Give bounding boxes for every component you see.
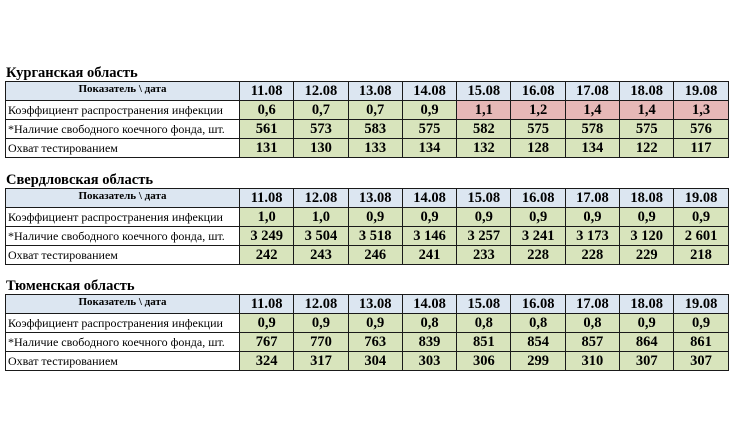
row-label: Охват тестированием bbox=[6, 139, 240, 158]
value-cell: 233 bbox=[457, 246, 511, 265]
value-cell: 3 504 bbox=[294, 227, 348, 246]
value-cell: 132 bbox=[457, 139, 511, 158]
date-header: 13.08 bbox=[348, 189, 402, 208]
date-header: 15.08 bbox=[457, 189, 511, 208]
table-row bbox=[6, 333, 729, 352]
value-cell: 864 bbox=[620, 333, 674, 352]
header-label: Показатель \ дата bbox=[6, 189, 240, 208]
table-row bbox=[6, 352, 729, 371]
row-label: Коэффициент распространения инфекции bbox=[6, 314, 240, 333]
value-cell: 134 bbox=[402, 139, 456, 158]
date-header: 13.08 bbox=[348, 82, 402, 101]
table-row bbox=[6, 314, 729, 333]
date-header: 17.08 bbox=[565, 82, 619, 101]
date-header: 15.08 bbox=[457, 82, 511, 101]
value-cell: 1,0 bbox=[294, 208, 348, 227]
value-cell: 0,7 bbox=[294, 101, 348, 120]
value-cell: 0,8 bbox=[457, 314, 511, 333]
date-header: 14.08 bbox=[402, 189, 456, 208]
header-row bbox=[6, 295, 729, 314]
region-title: Тюменская область bbox=[6, 278, 135, 294]
value-cell: 578 bbox=[565, 120, 619, 139]
row-label: Коэффициент распространения инфекции bbox=[6, 208, 240, 227]
date-header: 13.08 bbox=[348, 295, 402, 314]
value-cell: 307 bbox=[674, 352, 728, 371]
value-cell: 241 bbox=[402, 246, 456, 265]
date-header: 18.08 bbox=[620, 82, 674, 101]
value-cell: 117 bbox=[674, 139, 728, 158]
header-row bbox=[6, 189, 729, 208]
date-header: 16.08 bbox=[511, 295, 565, 314]
value-cell: 0,9 bbox=[674, 208, 728, 227]
header-label: Показатель \ дата bbox=[6, 82, 240, 101]
value-cell: 228 bbox=[565, 246, 619, 265]
row-label: Охват тестированием bbox=[6, 352, 240, 371]
row-label: Охват тестированием bbox=[6, 246, 240, 265]
date-header: 19.08 bbox=[674, 295, 728, 314]
date-header: 19.08 bbox=[674, 189, 728, 208]
header-row bbox=[6, 82, 729, 101]
value-cell: 306 bbox=[457, 352, 511, 371]
value-cell: 0,9 bbox=[402, 208, 456, 227]
value-cell: 857 bbox=[565, 333, 619, 352]
date-header: 18.08 bbox=[620, 189, 674, 208]
value-cell: 299 bbox=[511, 352, 565, 371]
value-cell: 134 bbox=[565, 139, 619, 158]
table-row bbox=[6, 246, 729, 265]
date-header: 11.08 bbox=[240, 295, 294, 314]
date-header: 17.08 bbox=[565, 189, 619, 208]
date-header: 17.08 bbox=[565, 295, 619, 314]
value-cell: 3 257 bbox=[457, 227, 511, 246]
value-cell: 1,0 bbox=[240, 208, 294, 227]
value-cell: 575 bbox=[511, 120, 565, 139]
region-table bbox=[5, 188, 729, 265]
value-cell: 243 bbox=[294, 246, 348, 265]
value-cell: 0,8 bbox=[565, 314, 619, 333]
table-row bbox=[6, 227, 729, 246]
value-cell: 1,4 bbox=[620, 101, 674, 120]
value-cell: 0,9 bbox=[457, 208, 511, 227]
date-header: 18.08 bbox=[620, 295, 674, 314]
value-cell: 854 bbox=[511, 333, 565, 352]
value-cell: 0,9 bbox=[674, 314, 728, 333]
date-header: 12.08 bbox=[294, 82, 348, 101]
value-cell: 0,9 bbox=[402, 101, 456, 120]
row-label: *Наличие свободного коечного фонда, шт. bbox=[6, 227, 240, 246]
date-header: 12.08 bbox=[294, 189, 348, 208]
date-header: 19.08 bbox=[674, 82, 728, 101]
table-row bbox=[6, 139, 729, 158]
value-cell: 763 bbox=[348, 333, 402, 352]
row-label: *Наличие свободного коечного фонда, шт. bbox=[6, 333, 240, 352]
value-cell: 3 173 bbox=[565, 227, 619, 246]
value-cell: 1,4 bbox=[565, 101, 619, 120]
value-cell: 3 241 bbox=[511, 227, 565, 246]
value-cell: 0,9 bbox=[240, 314, 294, 333]
value-cell: 324 bbox=[240, 352, 294, 371]
table-row bbox=[6, 208, 729, 227]
value-cell: 573 bbox=[294, 120, 348, 139]
value-cell: 583 bbox=[348, 120, 402, 139]
region-table bbox=[5, 294, 729, 371]
date-header: 15.08 bbox=[457, 295, 511, 314]
value-cell: 1,2 bbox=[511, 101, 565, 120]
region-section-kurgan bbox=[5, 66, 728, 158]
value-cell: 851 bbox=[457, 333, 511, 352]
value-cell: 131 bbox=[240, 139, 294, 158]
value-cell: 0,9 bbox=[511, 208, 565, 227]
table-row bbox=[6, 101, 729, 120]
value-cell: 229 bbox=[620, 246, 674, 265]
region-section-sverdlovsk bbox=[5, 173, 728, 265]
date-header: 16.08 bbox=[511, 82, 565, 101]
value-cell: 1,1 bbox=[457, 101, 511, 120]
value-cell: 561 bbox=[240, 120, 294, 139]
value-cell: 582 bbox=[457, 120, 511, 139]
value-cell: 861 bbox=[674, 333, 728, 352]
value-cell: 3 146 bbox=[402, 227, 456, 246]
date-header: 14.08 bbox=[402, 82, 456, 101]
value-cell: 122 bbox=[620, 139, 674, 158]
value-cell: 839 bbox=[402, 333, 456, 352]
value-cell: 575 bbox=[620, 120, 674, 139]
value-cell: 246 bbox=[348, 246, 402, 265]
value-cell: 218 bbox=[674, 246, 728, 265]
region-title: Свердловская область bbox=[6, 172, 154, 188]
value-cell: 0,9 bbox=[620, 314, 674, 333]
row-label: *Наличие свободного коечного фонда, шт. bbox=[6, 120, 240, 139]
date-header: 12.08 bbox=[294, 295, 348, 314]
value-cell: 576 bbox=[674, 120, 728, 139]
value-cell: 310 bbox=[565, 352, 619, 371]
value-cell: 3 249 bbox=[240, 227, 294, 246]
value-cell: 575 bbox=[402, 120, 456, 139]
header-label: Показатель \ дата bbox=[6, 295, 240, 314]
value-cell: 0,8 bbox=[402, 314, 456, 333]
value-cell: 767 bbox=[240, 333, 294, 352]
date-header: 11.08 bbox=[240, 189, 294, 208]
value-cell: 0,9 bbox=[348, 314, 402, 333]
date-header: 16.08 bbox=[511, 189, 565, 208]
value-cell: 0,7 bbox=[348, 101, 402, 120]
row-label: Коэффициент распространения инфекции bbox=[6, 101, 240, 120]
value-cell: 317 bbox=[294, 352, 348, 371]
value-cell: 0,9 bbox=[565, 208, 619, 227]
region-title: Курганская область bbox=[6, 65, 138, 81]
value-cell: 128 bbox=[511, 139, 565, 158]
value-cell: 3 120 bbox=[620, 227, 674, 246]
value-cell: 242 bbox=[240, 246, 294, 265]
value-cell: 0,9 bbox=[620, 208, 674, 227]
date-header: 11.08 bbox=[240, 82, 294, 101]
value-cell: 770 bbox=[294, 333, 348, 352]
value-cell: 2 601 bbox=[674, 227, 728, 246]
value-cell: 0,6 bbox=[240, 101, 294, 120]
value-cell: 133 bbox=[348, 139, 402, 158]
value-cell: 1,3 bbox=[674, 101, 728, 120]
value-cell: 304 bbox=[348, 352, 402, 371]
value-cell: 130 bbox=[294, 139, 348, 158]
date-header: 14.08 bbox=[402, 295, 456, 314]
table-row bbox=[6, 120, 729, 139]
value-cell: 303 bbox=[402, 352, 456, 371]
value-cell: 228 bbox=[511, 246, 565, 265]
value-cell: 0,9 bbox=[294, 314, 348, 333]
value-cell: 0,9 bbox=[348, 208, 402, 227]
region-section-tyumen bbox=[5, 279, 728, 371]
value-cell: 3 518 bbox=[348, 227, 402, 246]
region-table bbox=[5, 81, 729, 158]
value-cell: 307 bbox=[620, 352, 674, 371]
value-cell: 0,8 bbox=[511, 314, 565, 333]
